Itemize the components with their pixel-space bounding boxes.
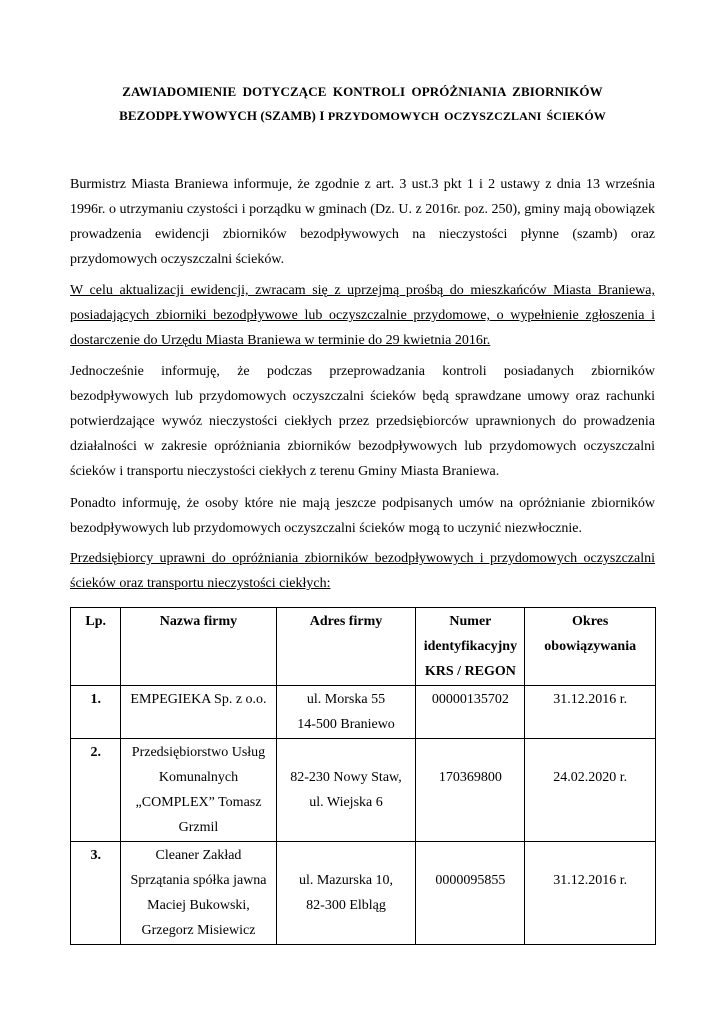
table-row bbox=[71, 739, 656, 842]
title-line-2 bbox=[70, 104, 655, 128]
header-id-line-2: identyfikacyjny bbox=[423, 639, 518, 654]
cell-name-line: „COMPLEX” Tomasz bbox=[135, 795, 262, 810]
cell-address-line: 14-500 Braniewo bbox=[297, 717, 395, 732]
cell-address bbox=[276, 739, 416, 842]
table-header-row bbox=[71, 608, 656, 686]
header-period-line-1: Okres bbox=[572, 614, 609, 629]
header-id-line-1: Numer bbox=[449, 614, 492, 629]
cell-name bbox=[121, 686, 276, 739]
cell-address bbox=[276, 686, 416, 739]
title-line-2-part-a: BEZODPŁYWOWYCH (SZAMB) I bbox=[119, 108, 325, 123]
cell-name-line: Grzegorz Misiewicz bbox=[141, 923, 256, 938]
cell-name-line: EMPEGIEKA Sp. z o.o. bbox=[130, 692, 267, 707]
title-line-1: ZAWIADOMIENIE DOTYCZĄCE KONTROLI OPRÓŻNIANIA ZBIORNIKÓW bbox=[122, 84, 603, 99]
paragraph-control-info: Jednocześnie informuję, że podczas przeprowadzania kontroli posiadanych zbiorników bezodpływowych lub przydomowych oczyszczalni ścieków będą sprawdzane umowy oraz rachunki potwierdzające wywóz nieczystości ciekłych przez przedsiębiorców uprawnionych do prowadzenia działalności w zakresie opróżniania zbiorników bezodpływowych lub przydomowych oczyszczalni ścieków i transportu nieczystości ciekłych z terenu Gminy Miasta Braniewa. bbox=[70, 364, 655, 479]
paragraph-intro: Burmistrz Miasta Braniewa informuje, że zgodnie z art. 3 ust.3 pkt 1 i 2 ustawy z dnia 13 września 1996r. o utrzymaniu czystości i porządku w gminach (Dz. U. z 2016r. poz. 250), gminy mają obowiązek prowadzenia ewidencji zbiorników bezodpływowych na nieczystości płynne (szamb) oraz przydomowych oczyszczalni ścieków. bbox=[70, 177, 655, 267]
header-name: Nazwa firmy bbox=[121, 608, 276, 686]
paragraph-contracts: Ponadto informuję, że osoby które nie mają jeszcze podpisanych umów na opróżnianie zbiorników bezodpływowych lub przydomowych oczyszczalni ścieków mogą to uczynić niezwłocznie. bbox=[70, 496, 655, 536]
cell-address bbox=[276, 842, 416, 945]
cell-address-line: ul. Mazurska 10, bbox=[298, 873, 394, 888]
cell-address-line: ul. Wiejska 6 bbox=[309, 795, 383, 810]
cell-address-line: ul. Morska 55 bbox=[306, 692, 386, 707]
cell-id-value: 170369800 bbox=[438, 770, 502, 785]
cell-id: 00000135702 bbox=[416, 686, 525, 739]
cell-period-value: 31.12.2016 r. bbox=[553, 873, 628, 888]
header-lp: Lp. bbox=[71, 608, 121, 686]
table-row bbox=[71, 686, 656, 739]
header-period bbox=[525, 608, 656, 686]
paragraph-request: W celu aktualizacji ewidencji, zwracam się z uprzejmą prośbą do mieszkańców Miasta Braniewa, posiadających zbiorniki bezodpływowe lub oczyszczalnie przydomowe, o wypełnienie zgłoszenia i dostarczenie do Urzędu Miasta Braniewa w terminie do 29 kwietnia 2016r. bbox=[70, 283, 655, 348]
cell-name-line: Komunalnych bbox=[158, 770, 239, 785]
cell-period: 31.12.2016 r. bbox=[525, 686, 656, 739]
cell-lp: 3. bbox=[71, 842, 121, 945]
cell-name-line: Przedsiębiorstwo Usług bbox=[131, 745, 266, 760]
title-line-2-part-b: PRZYDOMOWYCH OCZYSZCZLANI ŚCIEKÓW bbox=[327, 109, 606, 123]
paragraph-firms-intro: Przedsiębiorcy uprawni do opróżniania zbiorników bezodpływowych i przydomowych oczyszczalni ścieków oraz transportu nieczystości ciekłych: bbox=[70, 551, 655, 591]
cell-name-line: Maciej Bukowski, bbox=[147, 898, 250, 913]
cell-id-value: 0000095855 bbox=[435, 873, 506, 888]
header-address: Adres firmy bbox=[276, 608, 416, 686]
cell-period-value: 24.02.2020 r. bbox=[553, 770, 628, 785]
cell-id bbox=[416, 842, 525, 945]
cell-name-line: Sprzątania spółka jawna bbox=[130, 873, 267, 888]
cell-lp: 1. bbox=[71, 686, 121, 739]
header-id bbox=[416, 608, 525, 686]
cell-name bbox=[121, 842, 276, 945]
cell-name-line: Cleaner Zakład bbox=[155, 848, 242, 863]
cell-period bbox=[525, 739, 656, 842]
cell-name bbox=[121, 739, 276, 842]
cell-period bbox=[525, 842, 656, 945]
cell-id bbox=[416, 739, 525, 842]
cell-address-line: 82-300 Elbląg bbox=[306, 898, 386, 913]
table-row bbox=[71, 842, 656, 945]
cell-name-line: Grzmil bbox=[178, 820, 219, 835]
header-id-line-3: KRS / REGON bbox=[424, 664, 516, 679]
header-period-line-2: obowiązywania bbox=[544, 639, 637, 654]
firms-table bbox=[70, 607, 656, 945]
cell-lp: 2. bbox=[71, 739, 121, 842]
cell-address-line: 82-230 Nowy Staw, bbox=[290, 770, 402, 785]
document-title bbox=[70, 80, 655, 128]
